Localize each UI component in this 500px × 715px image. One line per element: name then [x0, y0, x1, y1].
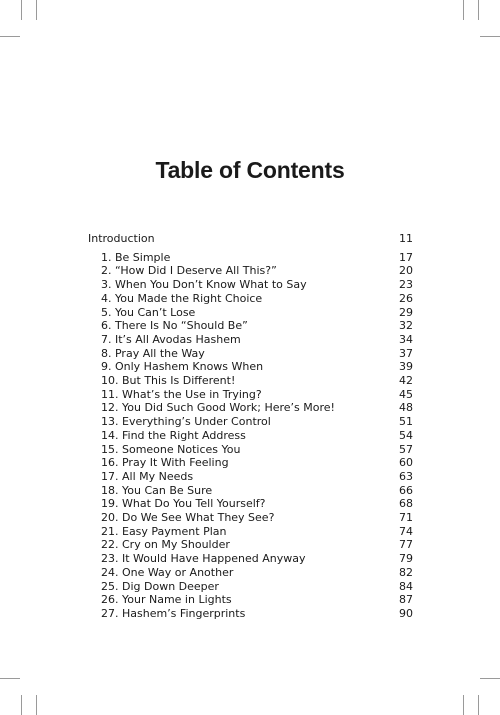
toc-entry-label: 7. It’s All Avodas Hashem: [101, 332, 241, 346]
crop-mark-top-left-h: [0, 36, 20, 37]
crop-mark-bottom-left-h: [0, 678, 20, 679]
toc-entry-chapter: [88, 415, 413, 429]
toc-entry-page-number: 42: [399, 374, 413, 388]
crop-mark-top-right-h: [480, 36, 500, 37]
toc-entry-page-number: 68: [399, 497, 413, 511]
crop-mark-bottom-right-h: [480, 678, 500, 679]
toc-entry-page-number: 71: [399, 511, 413, 525]
toc-entry-page-number: 60: [399, 456, 413, 470]
toc-entry-label: 6. There Is No “Should Be”: [101, 319, 248, 333]
toc-entry-label: 22. Cry on My Shoulder: [101, 538, 230, 552]
toc-entry-label: 27. Hashem’s Fingerprints: [101, 606, 246, 620]
toc-entry-page-number: 84: [399, 579, 413, 593]
toc-entry-chapter: [88, 538, 413, 552]
toc-entry-label: 11. What’s the Use in Trying?: [101, 387, 262, 401]
toc-entry-chapter: [88, 360, 413, 374]
toc-entry-chapter: [88, 607, 413, 621]
toc-entry-label: 23. It Would Have Happened Anyway: [101, 552, 306, 566]
toc-entry-page-number: 45: [399, 387, 413, 401]
toc-entry-label: 24. One Way or Another: [101, 565, 234, 579]
toc-entry-label: 14. Find the Right Address: [101, 428, 246, 442]
toc-entry-label: 18. You Can Be Sure: [101, 483, 213, 497]
toc-entry-label: 10. But This Is Different!: [101, 374, 236, 388]
toc-entry-page-number: 39: [399, 360, 413, 374]
toc-entry-label: 17. All My Needs: [101, 469, 194, 483]
toc-entry-label: 3. When You Don’t Know What to Say: [101, 278, 307, 292]
toc-entry-page-number: 48: [399, 401, 413, 415]
toc-entry-page-number: 17: [399, 250, 413, 264]
toc-entry-label: 1. Be Simple: [101, 250, 171, 264]
toc-entry-page-number: 32: [399, 319, 413, 333]
toc-entry-chapter: [88, 552, 413, 566]
toc-entry-chapter: [88, 580, 413, 594]
toc-entry-chapter: [88, 306, 413, 320]
toc-entry-page-number: 34: [399, 332, 413, 346]
toc-entry-page-number: 37: [399, 346, 413, 360]
toc-entry-label: 25. Dig Down Deeper: [101, 579, 219, 593]
toc-entry-label: 13. Everything’s Under Control: [101, 415, 271, 429]
crop-mark-bottom-left-v2: [36, 695, 37, 715]
toc-entry-page-number: 79: [399, 552, 413, 566]
toc-entry-chapter: [88, 443, 413, 457]
toc-entry-label: 15. Someone Notices You: [101, 442, 241, 456]
toc-entry-chapter: [88, 566, 413, 580]
toc-entry-page-number: 57: [399, 442, 413, 456]
toc-entry-chapter: [88, 511, 413, 525]
crop-mark-top-left-v2: [36, 0, 37, 20]
crop-mark-bottom-left-v1: [21, 695, 22, 715]
toc-entry-page-number: 29: [399, 305, 413, 319]
crop-mark-top-right-v1: [463, 0, 464, 20]
toc-entry-page-number: 77: [399, 538, 413, 552]
toc-entry-chapter: [88, 292, 413, 306]
crop-mark-top-right-v2: [478, 0, 479, 20]
toc-entry-chapter: [88, 264, 413, 278]
toc-entry-page-number: 66: [399, 483, 413, 497]
toc-entry-label: 20. Do We See What They See?: [101, 511, 275, 525]
toc-entry-page-number: 54: [399, 428, 413, 442]
toc-entry-chapter: [88, 456, 413, 470]
toc-entry-chapter: [88, 388, 413, 402]
toc-entry-page-number: 23: [399, 278, 413, 292]
page-title: Table of Contents: [155, 157, 345, 183]
toc-entry-label: 8. Pray All the Way: [101, 346, 205, 360]
crop-mark-bottom-right-v1: [463, 695, 464, 715]
toc-entry-chapter: [88, 497, 413, 511]
toc-entry-chapter: [88, 319, 413, 333]
toc-entry-page-number: 11: [399, 232, 413, 245]
toc-entry-page-number: 20: [399, 264, 413, 278]
toc-entry-chapter: [88, 470, 413, 484]
toc-entry-chapter: [88, 525, 413, 539]
toc-entry-page-number: 26: [399, 291, 413, 305]
toc-entry-label: 9. Only Hashem Knows When: [101, 360, 264, 374]
toc-entry-label: Introduction: [88, 232, 155, 245]
toc-entry-chapter: [88, 251, 413, 265]
toc-entry-label: 5. You Can’t Lose: [101, 305, 196, 319]
toc-entry-chapter: [88, 374, 413, 388]
toc-entry-page-number: 51: [399, 415, 413, 429]
toc-entry-chapter: [88, 333, 413, 347]
toc-entry-label: 16. Pray It With Feeling: [101, 456, 229, 470]
toc-entry-page-number: 63: [399, 469, 413, 483]
toc-entry-chapter: [88, 429, 413, 443]
toc-entry-label: 19. What Do You Tell Yourself?: [101, 497, 266, 511]
toc-entry-page-number: 74: [399, 524, 413, 538]
toc-entry-page-number: 87: [399, 593, 413, 607]
toc-entry-chapter: [88, 593, 413, 607]
toc-entry-label: 26. Your Name in Lights: [101, 593, 232, 607]
toc-entry-label: 12. You Did Such Good Work; Here’s More!: [101, 401, 335, 415]
toc-entry-chapter: [88, 347, 413, 361]
toc-entry-chapter: [88, 278, 413, 292]
toc-entry-page-number: 90: [399, 606, 413, 620]
toc-entry-introduction: [88, 232, 413, 246]
toc-entry-label: 21. Easy Payment Plan: [101, 524, 227, 538]
toc-entry-label: 4. You Made the Right Choice: [101, 291, 263, 305]
toc-entry-label: 2. “How Did I Deserve All This?”: [101, 264, 277, 278]
toc-entry-page-number: 82: [399, 565, 413, 579]
crop-mark-bottom-right-v2: [478, 695, 479, 715]
toc-entry-chapter: [88, 401, 413, 415]
crop-mark-top-left-v1: [21, 0, 22, 20]
table-of-contents: [88, 232, 413, 621]
toc-entry-chapter: [88, 484, 413, 498]
